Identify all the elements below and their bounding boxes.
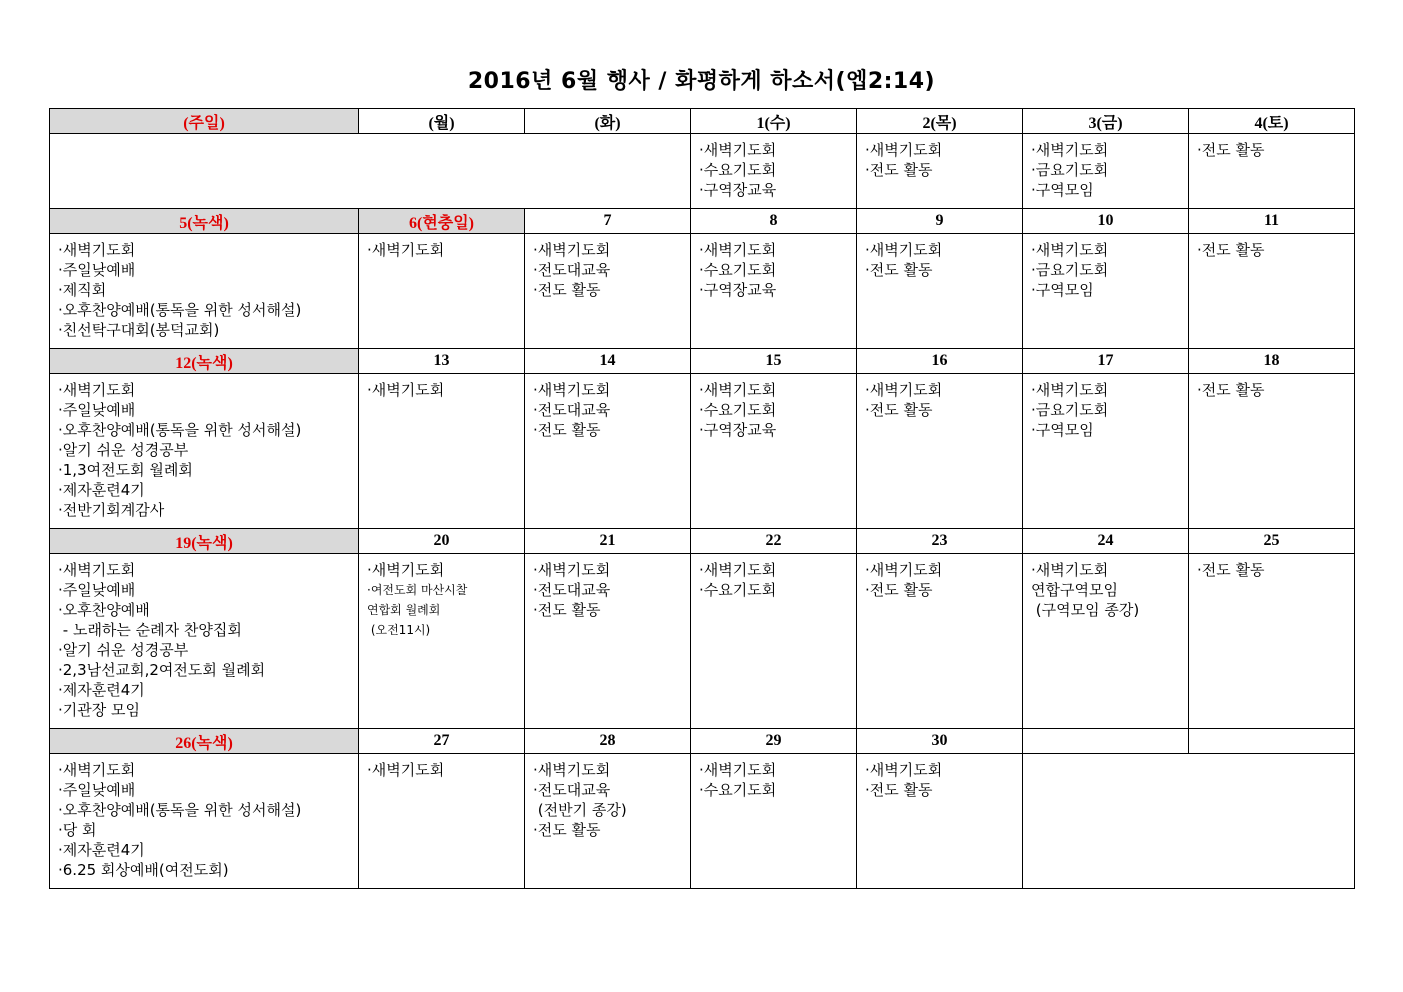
event-item: ·수요기도회 — [699, 401, 777, 419]
event-item: ·새벽기도회 — [865, 381, 943, 399]
event-item: ·새벽기도회 — [699, 761, 777, 779]
page-title: 2016년 6월 행사 / 화평하게 하소서(엡2:14) — [467, 69, 936, 94]
day-label — [1023, 729, 1189, 754]
event-item: ·알기 쉬운 성경공부 — [58, 641, 189, 659]
day-label: 23 — [857, 529, 1023, 554]
day-label: 24 — [1023, 529, 1189, 554]
event-item: ·전도 활동 — [533, 281, 601, 299]
event-item: ·친선탁구대회(봉덕교회) — [58, 321, 220, 339]
events-cell — [50, 234, 359, 349]
events-cell — [857, 374, 1023, 529]
event-item: ·새벽기도회 — [367, 241, 445, 259]
event-item: ·새벽기도회 — [58, 561, 136, 579]
events-cell — [1189, 374, 1355, 529]
event-item: (구역모임 종강) — [1031, 601, 1140, 619]
event-item: ·새벽기도회 — [58, 761, 136, 779]
event-item: ·구역모임 — [1031, 181, 1094, 199]
event-item: ·새벽기도회 — [699, 241, 777, 259]
header-tuesday: (화) — [525, 109, 691, 134]
events-cell — [359, 234, 525, 349]
day-label: 11 — [1189, 209, 1355, 234]
event-item: ·전도대교육 — [533, 261, 611, 279]
event-item: ·새벽기도회 — [865, 241, 943, 259]
day-label: 12(녹색) — [50, 349, 359, 374]
event-item: ·주일낮예배 — [58, 401, 136, 419]
event-item: ·새벽기도회 — [533, 381, 611, 399]
event-item: ·새벽기도회 — [865, 561, 943, 579]
events-cell — [1023, 374, 1189, 529]
day-label: 19(녹색) — [50, 529, 359, 554]
day-label: 16 — [857, 349, 1023, 374]
event-item: ·수요기도회 — [699, 261, 777, 279]
event-item: ·전도 활동 — [533, 601, 601, 619]
day-label: 30 — [857, 729, 1023, 754]
event-item: ·전반기회계감사 — [58, 501, 165, 519]
week-3-header-row — [50, 349, 1355, 374]
event-item: ·기관장 모임 — [58, 701, 140, 719]
day-label: 8 — [691, 209, 857, 234]
day-label: 18 — [1189, 349, 1355, 374]
event-item: ·6.25 회상예배(여전도회) — [58, 861, 229, 879]
event-item: ·전도 활동 — [533, 821, 601, 839]
event-item: ·새벽기도회 — [1031, 241, 1109, 259]
events-cell — [525, 754, 691, 889]
events-cell — [1189, 554, 1355, 729]
day-label: 21 — [525, 529, 691, 554]
event-item: ·금요기도회 — [1031, 261, 1109, 279]
event-item: ·구역장교육 — [699, 281, 777, 299]
events-cell — [1189, 134, 1355, 209]
event-item: ·새벽기도회 — [699, 381, 777, 399]
events-cell — [691, 234, 857, 349]
event-item: ·수요기도회 — [699, 781, 777, 799]
event-item: ·전도 활동 — [1197, 381, 1265, 399]
event-item: ·1,3여전도회 월례회 — [58, 461, 193, 479]
day-label: 10 — [1023, 209, 1189, 234]
day-label: 22 — [691, 529, 857, 554]
header-wednesday: 1(수) — [691, 109, 857, 134]
events-cell — [857, 554, 1023, 729]
event-item: ·전도대교육 — [533, 581, 611, 599]
event-item: ·오후찬양예배 — [58, 601, 150, 619]
event-item: ·새벽기도회 — [367, 381, 445, 399]
day-label: 28 — [525, 729, 691, 754]
events-cell — [691, 554, 857, 729]
event-item: ·전도 활동 — [533, 421, 601, 439]
events-cell — [525, 374, 691, 529]
event-item: ·전도 활동 — [1197, 561, 1265, 579]
events-cell — [857, 754, 1023, 889]
event-item: ·전도 활동 — [1197, 241, 1265, 259]
day-label: 15 — [691, 349, 857, 374]
event-item-small: (오전11시) — [367, 623, 431, 637]
event-item: ·새벽기도회 — [533, 241, 611, 259]
week-3-events-row — [50, 374, 1355, 529]
event-item: ·새벽기도회 — [58, 381, 136, 399]
event-item: ·새벽기도회 — [699, 561, 777, 579]
week-5-events-row — [50, 754, 1355, 889]
event-item: ·새벽기도회 — [1031, 141, 1109, 159]
events-cell — [50, 754, 359, 889]
events-cell — [359, 554, 525, 729]
events-cell — [691, 754, 857, 889]
event-item: ·새벽기도회 — [1031, 561, 1109, 579]
week-1-header-row — [50, 109, 1355, 134]
event-item: ·구역장교육 — [699, 181, 777, 199]
event-item: ·제자훈련4기 — [58, 841, 145, 859]
event-item: ·오후찬양예배(통독을 위한 성서해설) — [58, 421, 302, 439]
header-saturday: 4(토) — [1189, 109, 1355, 134]
events-cell — [525, 554, 691, 729]
event-item: ·새벽기도회 — [367, 561, 445, 579]
week-4-header-row — [50, 529, 1355, 554]
day-label: 5(녹색) — [50, 209, 359, 234]
event-item: ·새벽기도회 — [367, 761, 445, 779]
event-item: ·금요기도회 — [1031, 401, 1109, 419]
event-item: ·새벽기도회 — [533, 761, 611, 779]
week-1-events-row — [50, 134, 1355, 209]
calendar-table — [49, 108, 1355, 889]
event-item: ·새벽기도회 — [58, 241, 136, 259]
event-item: ·금요기도회 — [1031, 161, 1109, 179]
event-item: ·전도 활동 — [865, 401, 933, 419]
day-label: 9 — [857, 209, 1023, 234]
event-item-small: ·여전도회 마산시찰 — [367, 583, 468, 597]
event-item: ·2,3남선교회,2여전도회 월례회 — [58, 661, 266, 679]
day-label: 6(현충일) — [359, 209, 525, 234]
week-2-header-row — [50, 209, 1355, 234]
header-sunday: (주일) — [50, 109, 359, 134]
event-item-small: 연합회 월례회 — [367, 603, 441, 617]
event-item: ·새벽기도회 — [1031, 381, 1109, 399]
event-item: ·새벽기도회 — [699, 141, 777, 159]
event-item: ·수요기도회 — [699, 581, 777, 599]
event-item: ·전도 활동 — [1197, 141, 1265, 159]
day-label: 14 — [525, 349, 691, 374]
event-item: ·전도 활동 — [865, 781, 933, 799]
event-item: ·오후찬양예배(통독을 위한 성서해설) — [58, 301, 302, 319]
event-item: ·전도 활동 — [865, 581, 933, 599]
event-item: 연합구역모임 — [1031, 581, 1118, 599]
day-label: 17 — [1023, 349, 1189, 374]
empty-cell — [50, 134, 691, 209]
day-label: 26(녹색) — [50, 729, 359, 754]
event-item: ·오후찬양예배(통독을 위한 성서해설) — [58, 801, 302, 819]
event-item: ·알기 쉬운 성경공부 — [58, 441, 189, 459]
week-4-events-row — [50, 554, 1355, 729]
event-item: ·전도대교육 — [533, 781, 611, 799]
events-cell — [1023, 134, 1189, 209]
events-cell — [857, 134, 1023, 209]
event-item: ·구역모임 — [1031, 421, 1094, 439]
event-item: ·주일낮예배 — [58, 581, 136, 599]
event-item: ·전도 활동 — [865, 261, 933, 279]
header-thursday: 2(목) — [857, 109, 1023, 134]
week-5-header-row — [50, 729, 1355, 754]
events-cell — [691, 134, 857, 209]
event-item: ·주일낮예배 — [58, 781, 136, 799]
event-item: ·제자훈련4기 — [58, 681, 145, 699]
event-item: ·제직회 — [58, 281, 107, 299]
event-item: ·새벽기도회 — [865, 141, 943, 159]
events-cell — [691, 374, 857, 529]
event-item: ·전도 활동 — [865, 161, 933, 179]
events-cell — [359, 754, 525, 889]
event-item: ·구역모임 — [1031, 281, 1094, 299]
day-label: 13 — [359, 349, 525, 374]
events-cell — [1189, 234, 1355, 349]
day-label — [1189, 729, 1355, 754]
event-item: ·제자훈련4기 — [58, 481, 145, 499]
header-monday: (월) — [359, 109, 525, 134]
day-label: 25 — [1189, 529, 1355, 554]
day-label: 27 — [359, 729, 525, 754]
event-item: ·주일낮예배 — [58, 261, 136, 279]
events-cell — [525, 234, 691, 349]
event-item: ·전도대교육 — [533, 401, 611, 419]
day-label: 7 — [525, 209, 691, 234]
event-item: ·구역장교육 — [699, 421, 777, 439]
events-cell — [1023, 234, 1189, 349]
event-item: ·당 회 — [58, 821, 97, 839]
events-cell — [50, 374, 359, 529]
events-cell — [359, 374, 525, 529]
events-cell — [1023, 554, 1189, 729]
header-friday: 3(금) — [1023, 109, 1189, 134]
event-item: ·수요기도회 — [699, 161, 777, 179]
week-2-events-row — [50, 234, 1355, 349]
events-cell — [50, 554, 359, 729]
empty-cell — [1023, 754, 1355, 889]
event-item: (전반기 종강) — [533, 801, 627, 819]
event-item: ·새벽기도회 — [533, 561, 611, 579]
events-cell — [857, 234, 1023, 349]
event-item: ·새벽기도회 — [865, 761, 943, 779]
event-item: - 노래하는 순례자 찬양집회 — [58, 621, 242, 639]
day-label: 29 — [691, 729, 857, 754]
day-label: 20 — [359, 529, 525, 554]
